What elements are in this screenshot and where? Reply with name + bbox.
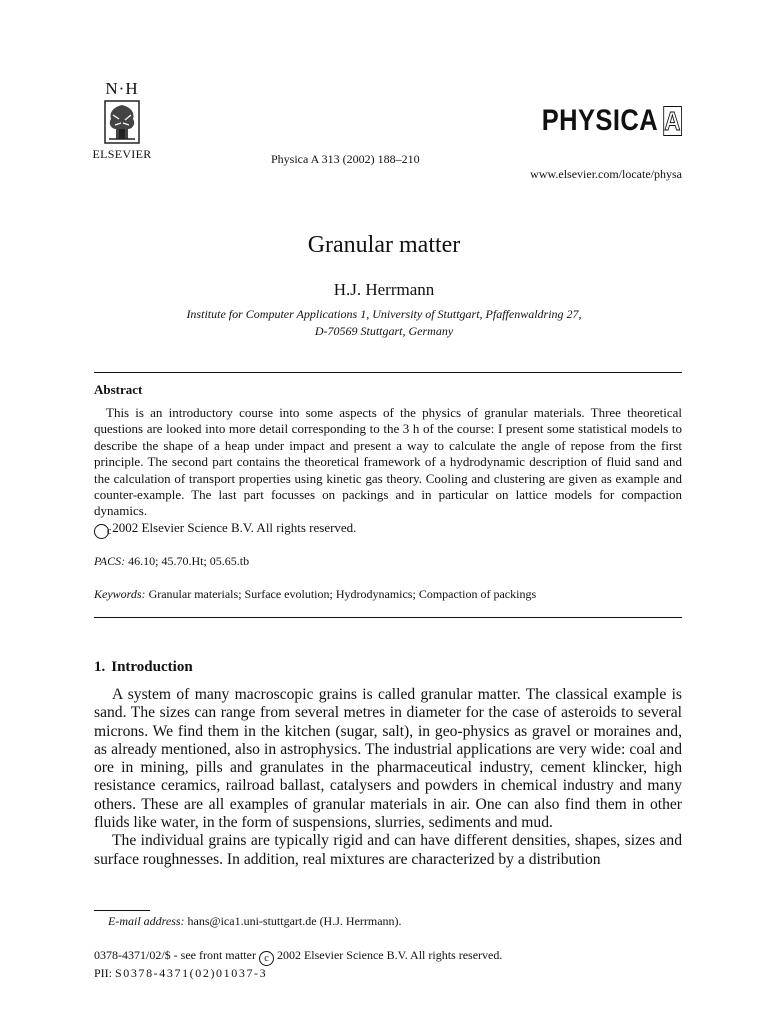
affiliation-line: D-70569 Stuttgart, Germany — [314, 324, 454, 338]
keywords-value: Granular materials; Surface evolution; Hydrodynamics; Compaction of packings — [148, 587, 537, 601]
section-heading — [94, 659, 193, 676]
pii-label: PII: — [94, 966, 112, 980]
journal-citation: Physica A 313 (2002) 188–210 — [271, 152, 420, 166]
abstract-body — [94, 405, 682, 539]
article-title: Granular matter — [307, 232, 461, 258]
issn-text: 0378-4371/02/$ - see front matter — [94, 948, 256, 962]
pii-value: S0378-4371(02)01037-3 — [115, 966, 268, 980]
body-paragraph: A system of many macroscopic grains is called granular matter. The classical example is sand. The sizes can range from several metres in diameter for the case of asteroids to several microns. We find them in the kitchen (sugar, salt), in geo-physics as gravel or moraines and, as already mentioned, also in astrophysics. The industrial applications are very wide: coal and ore in mining, pills and granulates in the pharmaceutical industry, cement klincker, high resistance ceramics, railroad ballast, catalysers and powders in chemical industry and many others. These are all examples of granular materials in air. One can also find them in other fluids like water, in the form of suspensions, slurries, sediments and mud. — [94, 686, 682, 832]
footnote-rule — [94, 910, 150, 911]
section-title: Introduction — [111, 659, 193, 675]
journal-url[interactable]: www.elsevier.com/locate/physa — [530, 167, 682, 181]
copyright-icon: c — [94, 524, 109, 539]
publisher-mark: N·H — [105, 79, 139, 98]
publisher-name: ELSEVIER — [92, 147, 152, 161]
front-copyright: 2002 Elsevier Science B.V. All rights reserved. — [276, 948, 503, 962]
abstract-heading: Abstract — [94, 382, 143, 397]
journal-title — [542, 104, 682, 138]
journal-title-text: PHYSICA — [541, 104, 659, 137]
keywords-label: Keywords: — [94, 587, 146, 601]
elsevier-tree-icon — [103, 99, 141, 145]
body-paragraph: The individual grains are typically rigid and can have different densities, shapes, sizes and surface roughnesses. In addition, real mixtures are characterized by a distribution — [94, 832, 682, 868]
keywords-line — [94, 587, 536, 602]
pacs-value: 46.10; 45.70.Ht; 05.65.tb — [128, 554, 250, 568]
journal-title-letter: A — [664, 106, 681, 136]
affiliation-line: Institute for Computer Applications 1, University of Stuttgart, Pfaffenwaldring 27, — [186, 307, 582, 321]
affiliation — [0, 306, 768, 340]
publisher-logo — [92, 80, 152, 162]
abstract-copyright: 2002 Elsevier Science B.V. All rights reserved. — [112, 519, 357, 535]
abstract-text: This is an introductory course into some aspects of the physics of granular materials. Three theoretical questions are looked into more detail corresponding to the 3 h of the course: I present some statistical models to describe the shape of a heap under impact and present a way to calculate the angle of repose from the first principle. The second part contains the theoretical framework of a hydrodynamic description of fluid sand and the calculation of transport properties using kinetic gas theory. Cooling and clustering are given as example and counter-example. The last part focusses on packings and in particular on lattice models for compaction dynamics. — [94, 405, 682, 519]
abstract-bottom-rule — [94, 617, 682, 618]
pacs-label: PACS: — [94, 554, 126, 568]
pii-line — [94, 966, 502, 981]
email-value[interactable]: hans@ica1.uni-stuttgart.de (H.J. Herrmann). — [187, 914, 402, 928]
copyright-icon: c — [259, 951, 274, 966]
front-matter — [94, 948, 502, 981]
footnote — [108, 914, 402, 929]
email-label: E-mail address: — [108, 914, 185, 928]
introduction-body — [94, 686, 682, 869]
section-number: 1. — [94, 659, 106, 675]
author-name: H.J. Herrmann — [333, 280, 435, 299]
pacs-line — [94, 554, 249, 569]
abstract-top-rule — [94, 372, 682, 373]
issn-line — [94, 948, 502, 966]
